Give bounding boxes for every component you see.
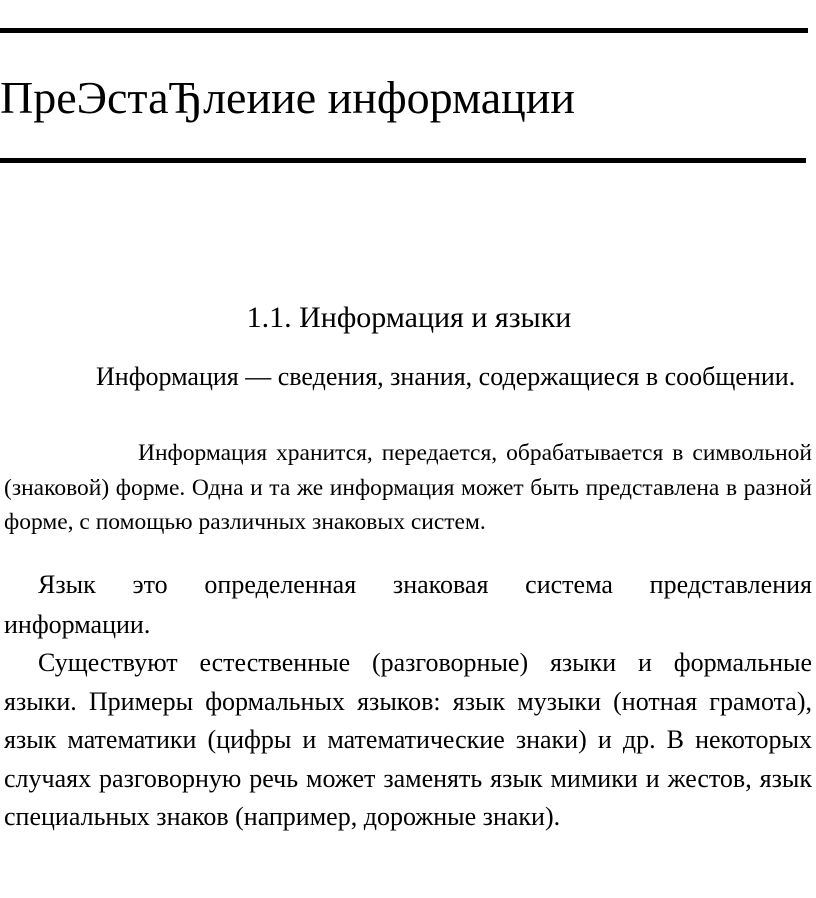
language-kinds-paragraph: Существуют естественные (разговорные) языки и формальные языки. Примеры формальных языков: язык музыки (нотная грамота), язык математики (цифры и математические знаки) и др. В некоторых случаях разговорную речь может заменять язык мимики и жестов, язык специальных знаков (например, дорожные знаки). [4,648,812,831]
storage-paragraph: Информация хранится, передается, обрабатывается в символьной (знаковой) форме. Одна и та же информация может быть представлена в разной форме, с помощью различных знаковых систем. [4,440,812,535]
page-title: ПреЭстаЂлеиие информации [0,72,576,123]
language-paragraph: Язык это определенная знаковая система представления информации. [4,570,812,639]
section-heading: 1.1. Информация и языки [246,301,572,334]
title-bottom-rule [0,158,806,163]
title-top-rule [0,28,808,33]
definition-paragraph: Информация — сведения, знания, содержащиеся в сообщении. [96,362,796,391]
